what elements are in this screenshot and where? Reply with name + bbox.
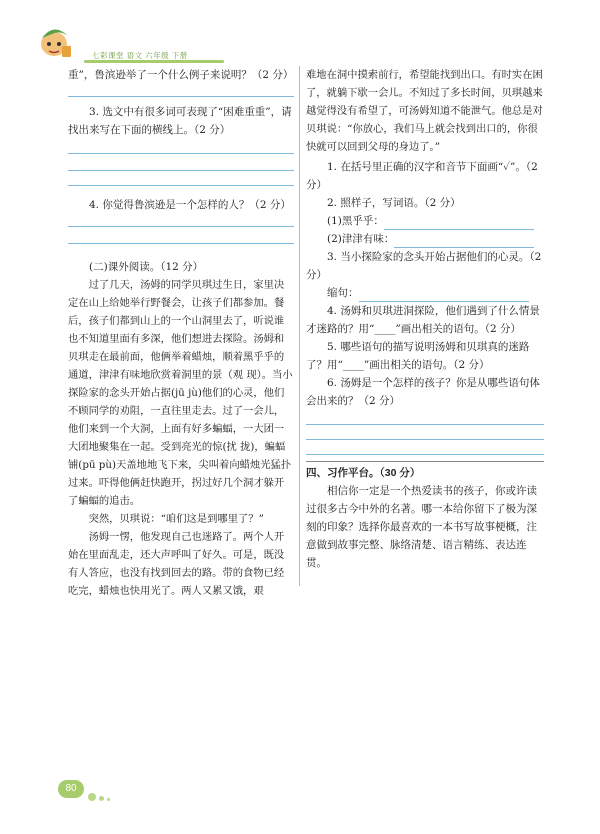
writing-section bbox=[306, 461, 544, 572]
passage-paragraph: 突然，贝琪说：“咱们这是到哪里了？” bbox=[88, 513, 264, 525]
footer-dot bbox=[107, 798, 110, 801]
answer-line[interactable] bbox=[68, 96, 294, 97]
answer-line[interactable] bbox=[306, 424, 544, 425]
column-divider bbox=[299, 66, 300, 586]
question-2b bbox=[306, 230, 544, 248]
writing-prompt: 相信你一定是一个热爱读书的孩子，你或许读过很多古今中外的名著。哪一本给你留下了极为深刻的印象？选择你最喜欢的一本书写故事梗概，注意做到故事完整、脉络清楚、语言精练、表达连贯。 bbox=[306, 485, 537, 569]
footer-dots bbox=[88, 786, 113, 805]
answer-line[interactable] bbox=[68, 185, 294, 186]
question-6: 6. 汤姆是一个怎样的孩子？你是从哪些语句体会出来的？（2 分） bbox=[306, 377, 540, 407]
answer-line[interactable] bbox=[306, 454, 544, 455]
answer-line[interactable] bbox=[68, 153, 294, 154]
passage-paragraph: 过了几天，汤姆的同学贝琪过生日，家里决定在山上给她举行野餐会，让孩子们都参加。餐后，孩子们都到山上的一个山洞里去了，听说谁也不知道里面有多深，他们想进去探险。汤姆和贝琪走在最前面，他俩举着蜡烛，顺着黑乎乎的通道，津津有味地欣赏着洞里的景（观 现）。当小探险家的念头开始占据(jū jù)他们的心灵，他们不顾同学的劝阻，一直往里走去。过了一会儿，他们来到一个大洞，上面有好多蝙蝠，一大团一大团地聚集在一起。受到亮光的惊(扰 拢)，蝙蝠铺(pū pù)天盖地地飞下来，尖叫着向蜡烛光猛扑过来。吓得他俩赶快跑开，拐过好几个洞才躲开了蝙蝠的追击。 bbox=[68, 279, 293, 507]
header-rule bbox=[84, 60, 224, 63]
answer-line[interactable] bbox=[68, 243, 294, 244]
passage-continuation: 难地在洞中摸索前行，希望能找到出口。有时实在困了，就躺下歇一会儿。不知过了多长时间，贝琪越来越觉得没有希望了，可汤姆知道不能泄气。他总是对贝琪说：“你放心，我们马上就会找到出口的，你很快就可以回到父母的身边了。” bbox=[306, 69, 543, 153]
question-3: 3. 选文中有很多词可表现了“困难重重”，请找出来写在下面的横线上。（2 分） bbox=[68, 106, 292, 136]
question-5: 5. 哪些语句的描写说明汤姆和贝琪真的迷路了？用“____”画出相关的语句。（2 分） bbox=[306, 341, 530, 371]
answer-line[interactable] bbox=[68, 226, 294, 227]
question-2a-label: (1)黑乎乎： bbox=[327, 215, 384, 227]
section-2-title: (二)课外阅读。（12 分） bbox=[89, 261, 204, 273]
page-number: 80 bbox=[58, 780, 84, 798]
mascot-logo-icon bbox=[34, 20, 74, 60]
question-2-tail: 重”，鲁滨逊举了一个什么例子来说明？（2 分） bbox=[68, 69, 294, 81]
section-4-title: 四、习作平台。（30 分） bbox=[306, 467, 421, 479]
footer-dot bbox=[88, 793, 96, 801]
question-4: 4. 汤姆和贝琪进洞探险，他们遇到了什么情景才迷路的？用“____”画出相关的语句。（2 分） bbox=[306, 305, 540, 335]
passage-paragraph: 汤姆一愣，他发现自己也迷路了。两个人开始在里面乱走，还大声呼叫了好久。可是，既没有人答应，也没有找到回去的路。带的食物已经吃完，蜡烛也快用光了。两人又累又饿，艰 bbox=[68, 531, 285, 597]
question-4: 4. 你觉得鲁滨逊是一个怎样的人？（2 分） bbox=[89, 199, 291, 211]
left-column bbox=[68, 66, 294, 600]
question-2b-label: (2)津津有味： bbox=[327, 233, 395, 245]
shrink-label: 缩句： bbox=[327, 287, 359, 299]
question-2: 2. 照样子，写词语。（2 分） bbox=[327, 197, 461, 209]
answer-line[interactable] bbox=[68, 170, 294, 171]
question-3-shrink bbox=[306, 284, 544, 302]
right-column bbox=[306, 66, 544, 572]
header-title: 七彩课堂 语文 六年级 下册 bbox=[92, 51, 188, 60]
page-header bbox=[0, 0, 600, 64]
question-1: 1. 在括号里正确的汉字和音节下面画“✓”。（2 分） bbox=[306, 161, 538, 191]
question-3: 3. 当小探险家的念头开始占据他们的心灵。（2 分） bbox=[306, 251, 542, 281]
answer-line[interactable] bbox=[306, 439, 544, 440]
question-2a bbox=[306, 212, 544, 230]
footer-dot bbox=[99, 796, 104, 801]
